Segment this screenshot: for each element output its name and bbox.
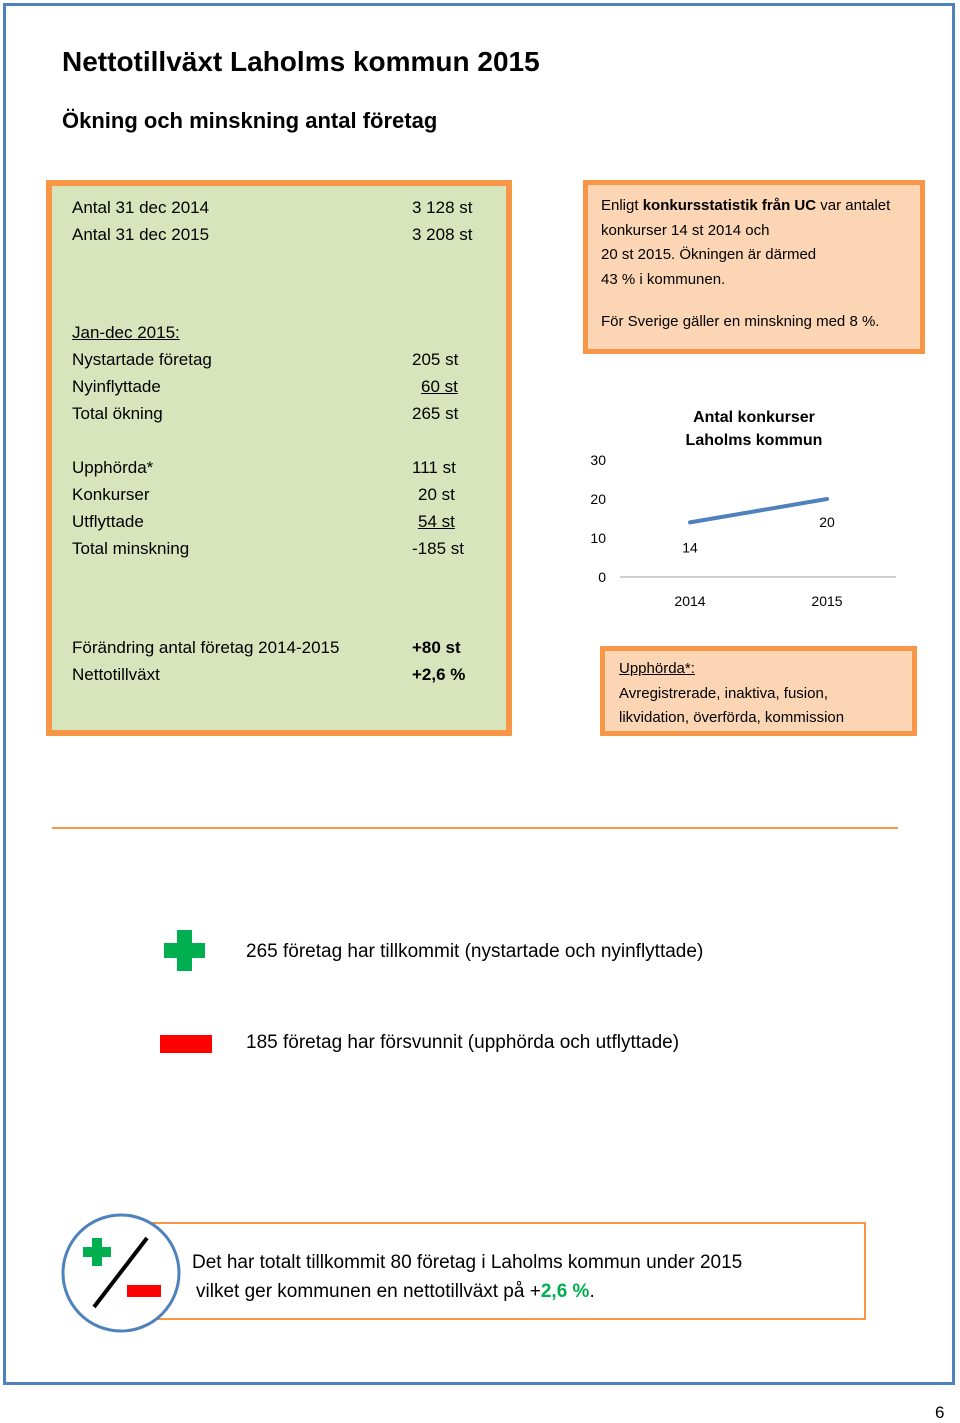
definition-box <box>600 646 917 736</box>
plus-statement: 265 företag har tillkommit (nystartade och nyinflyttade) <box>246 941 704 962</box>
conclusion-plus-sign: + <box>529 1281 541 1302</box>
note-line-4: 43 % i kommunen. <box>601 270 726 288</box>
konkurser-label: Konkurser <box>72 485 150 504</box>
forandring-value: +80 st <box>412 638 461 657</box>
nystartade-value: 205 st <box>412 350 459 369</box>
conclusion-period: . <box>589 1281 595 1302</box>
page-number: 6 <box>935 1403 945 1422</box>
conclusion-line-1: Det har totalt tillkommit 80 företag i Laholms kommun under 2015 <box>192 1252 743 1273</box>
nystartade-label: Nystartade företag <box>72 350 212 369</box>
note-source: konkursstatistik från UC <box>642 197 817 214</box>
definition-line-2: likvidation, överförda, kommission <box>619 709 845 726</box>
data-label: 20 <box>819 514 835 530</box>
section-divider <box>52 827 898 829</box>
plus-icon <box>164 930 205 971</box>
minus-icon <box>160 1035 212 1053</box>
note-line-3: 20 st 2015. Ökningen är därmed <box>601 246 817 263</box>
bankruptcy-note <box>583 180 925 354</box>
period-label: Jan-dec 2015: <box>72 323 180 342</box>
nyinflyttade-label: Nyinflyttade <box>72 377 161 396</box>
x-tick-label: 2014 <box>674 593 706 609</box>
antal-2015-label: Antal 31 dec 2015 <box>72 225 210 244</box>
utflyttade-label: Utflyttade <box>72 512 144 531</box>
y-tick-label: 30 <box>590 452 606 468</box>
antal-2014-value: 3 128 st <box>412 198 473 217</box>
total-minskning-value: -185 st <box>412 539 464 558</box>
note-line-1 <box>601 194 908 219</box>
upphorda-value: 111 st <box>412 458 456 477</box>
note-line-1-pre: Enligt <box>601 197 643 214</box>
bankruptcy-chart <box>580 400 910 620</box>
konkurser-value: 20 st <box>418 485 455 504</box>
total-okning-value: 265 st <box>412 404 459 423</box>
conclusion-line-2 <box>196 1281 595 1303</box>
minus-statement: 185 företag har försvunnit (upphörda och utflyttade) <box>246 1032 680 1053</box>
definition-heading: Upphörda*: <box>619 660 695 677</box>
nettotillvaxt-label: Nettotillväxt <box>72 665 160 684</box>
summary-box <box>46 180 512 736</box>
plus-minus-circle-icon <box>60 1212 182 1334</box>
x-tick-label: 2015 <box>811 593 843 609</box>
chart-title-line-2: Laholms kommun <box>685 432 823 449</box>
series-line <box>690 499 827 522</box>
conclusion-growth-value: 2,6 % <box>540 1281 590 1302</box>
y-tick-label: 10 <box>590 530 606 546</box>
page-subtitle: Ökning och minskning antal företag <box>62 108 438 133</box>
antal-2014-label: Antal 31 dec 2014 <box>72 198 210 217</box>
chart-title-line-1: Antal konkurser <box>693 409 815 426</box>
utflyttade-value: 54 st <box>418 512 455 531</box>
upphorda-label: Upphörda* <box>72 458 154 477</box>
page-title: Nettotillväxt Laholms kommun 2015 <box>62 46 540 77</box>
y-tick-label: 0 <box>598 569 606 585</box>
conclusion-line-2-pre: vilket ger kommunen en nettotillväxt på <box>196 1281 530 1302</box>
nyinflyttade-value: 60 st <box>421 377 458 396</box>
note-line-5: För Sverige gäller en minskning med 8 %. <box>601 313 880 330</box>
forandring-label: Förändring antal företag 2014-2015 <box>72 638 340 657</box>
total-minskning-label: Total minskning <box>72 539 190 558</box>
y-tick-label: 20 <box>590 491 606 507</box>
definition-line-1: Avregistrerade, inaktiva, fusion, <box>619 684 828 702</box>
note-line-2: konkurser 14 st 2014 och <box>601 221 770 239</box>
note-line-1-post: var antalet <box>816 197 891 214</box>
antal-2015-value: 3 208 st <box>412 225 473 244</box>
nettotillvaxt-value: +2,6 % <box>412 665 466 684</box>
total-okning-label: Total ökning <box>72 404 163 423</box>
data-label: 14 <box>682 539 698 556</box>
